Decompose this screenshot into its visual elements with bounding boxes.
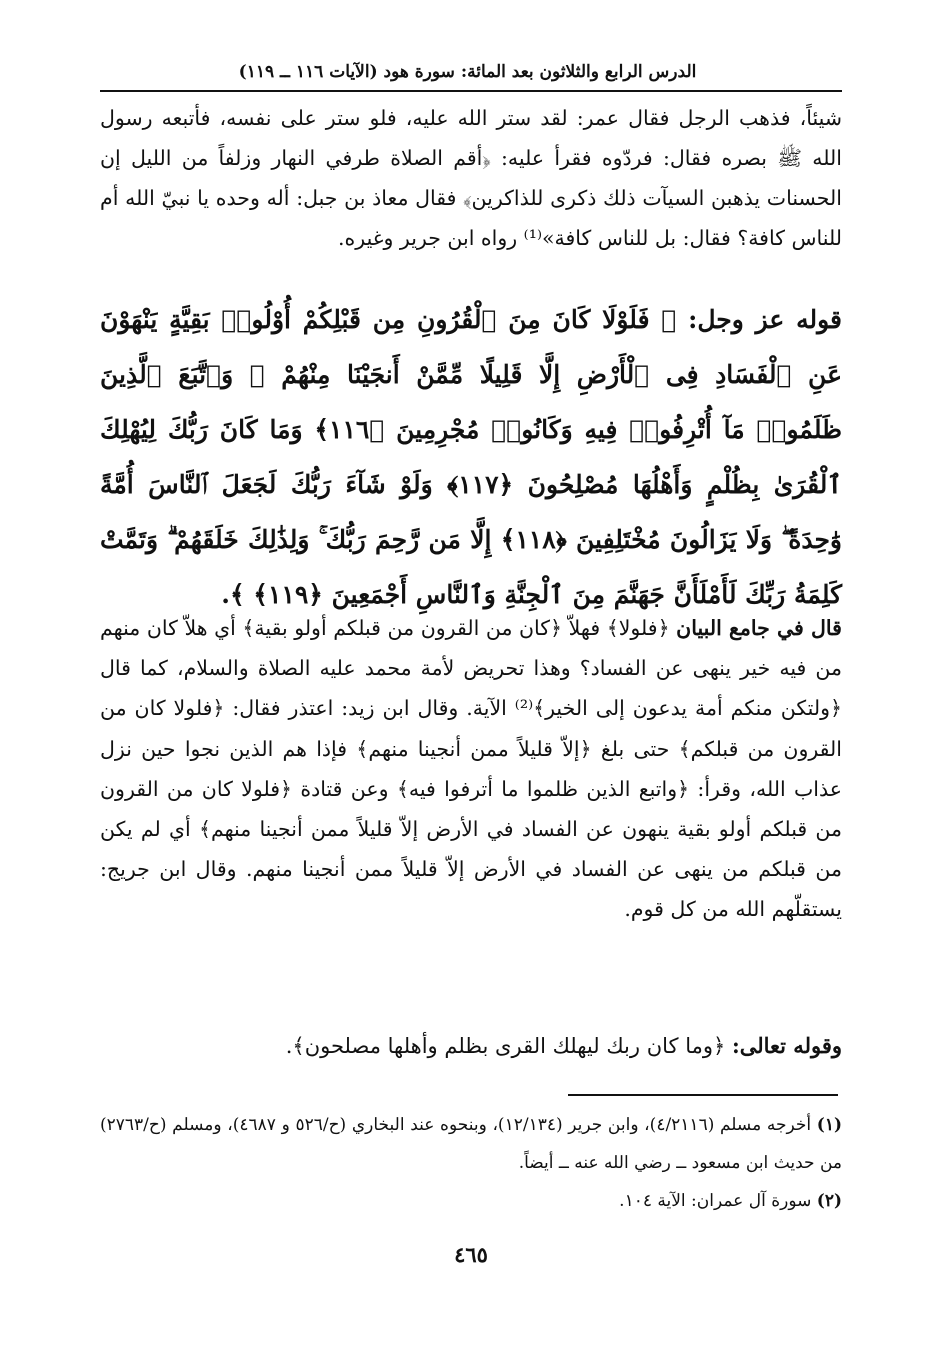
footnotes	[100, 1106, 842, 1220]
closing-paragraph-text	[100, 1026, 842, 1066]
tafsir-lead: قال في جامع البيان	[676, 616, 842, 640]
running-header: الدرس الرابع والثلاثون بعد المائة: سورة هود (الآيات ١١٦ ــ ١١٩)	[238, 62, 697, 82]
quran-verses-paragraph	[100, 292, 842, 622]
footnote-rule	[568, 1094, 838, 1096]
header-rule	[100, 90, 842, 92]
quran-intro: قوله عز وجل:	[688, 305, 842, 334]
tafsir-paragraph-text	[100, 608, 842, 930]
quran-verses-text: ﴿ فَلَوْلَا كَانَ مِنَ ٱلْقُرُونِ مِن قَبْلِكُمْ أُوْلُوا۟ بَقِيَّةٍ يَنْهَوْنَ عَنِ ٱلْفَسَادِ فِى ٱلْأَرْضِ إِلَّا قَلِيلًا مِّمَّنْ أَنجَيْنَا مِنْهُمْ ۗ وَٱتَّبَعَ ٱلَّذِينَ ظَلَمُوا۟ مَآ أُتْرِفُوا۟ فِيهِ وَكَانُوا۟ مُجْرِمِينَ ﴿١١٦﴾ وَمَا كَانَ رَبُّكَ لِيُهْلِكَ ٱلْقُرَىٰ بِظُلْمٍ وَأَهْلُهَا مُصْلِحُونَ ﴿١١٧﴾ وَلَوْ شَآءَ رَبُّكَ لَجَعَلَ ٱلنَّاسَ أُمَّةً وَٰحِدَةً ۖ وَلَا يَزَالُونَ مُخْتَلِفِينَ ﴿١١٨﴾ إِلَّا مَن رَّحِمَ رَبُّكَ ۚ وَلِذَٰلِكَ خَلَقَهُمْ ۗ وَتَمَّتْ كَلِمَةُ رَبِّكَ لَأَمْلَأَنَّ جَهَنَّمَ مِنَ ٱلْجِنَّةِ وَٱلنَّاسِ أَجْمَعِينَ ﴿١١٩﴾ ﴾.	[100, 305, 842, 609]
footnote-text: أخرجه مسلم (٤/٢١١٦)، وابن جرير (١٢/١٣٤)، وبنحوه عند البخاري (ح/٥٢٦ و ٤٦٨٧)، ومسلم (ح/٢٧٦٣) من حديث ابن مسعود ــ رضي الله عنه ــ أيضاً.	[100, 1115, 842, 1173]
footnote-text: سورة آل عمران: الآية ١٠٤.	[619, 1191, 812, 1211]
page-number: ٤٦٥	[454, 1242, 488, 1267]
closing-paragraph	[100, 1026, 842, 1066]
hadith-paragraph	[100, 98, 842, 258]
quran-verses-block	[100, 292, 842, 622]
tafsir-paragraph	[100, 608, 842, 930]
closing-lead: وقوله تعالى:	[731, 1033, 842, 1058]
footnote	[100, 1182, 842, 1220]
closing-body: ﴿وما كان ربك ليهلك القرى بظلم وأهلها مصلحون﴾.	[285, 1034, 732, 1058]
tafsir-body: ﴿فلولا﴾ فهلاّ ﴿كان من القرون من قبلكم أولو بقية﴾ أي هلاّ كان منهم من فيه خير ينهى عن الفساد؟ وهذا تحريض لأمة محمد عليه الصلاة والسلام، كما قال ﴿ولتكن منكم أمة يدعون إلى الخير﴾⁽²⁾ الآية. وقال ابن زيد: اعتذر فقال: ﴿فلولا كان من القرون من قبلكم﴾ حتى بلغ ﴿إلاّ قليلاً ممن أنجينا منهم﴾ فإذا هم الذين نجوا حين نزل عذاب الله، وقرأ: ﴿واتبع الذين ظلموا ما أترفوا فيه﴾ وعن قتادة ﴿فلولا كان من القرون من قبلكم أولو بقية ينهون عن الفساد في الأرض إلاّ قليلاً ممن أنجينا منهم﴾ أي لم يكن من قبلكم من ينهى عن الفساد في الأرض إلاّ قليلاً ممن أنجينا منهم. وقال ابن جريج: يستقلّهم الله من كل قوم.	[100, 616, 842, 922]
footnote	[100, 1106, 842, 1182]
footnote-number: (١)	[816, 1115, 843, 1135]
footnote-number: (٢)	[816, 1191, 842, 1211]
hadith-paragraph-text: شيئاً، فذهب الرجل فقال عمر: لقد ستر الله عليه، فلو ستر على نفسه، فأتبعه رسول الله ﷺ بصره فقال: فردّوه فقرأ عليه: ﴿أقم الصلاة طرفي النهار وزلفاً من الليل إن الحسنات يذهبن السيآت ذلك ذكرى للذاكرين﴾ فقال معاذ بن جبل: أله وحده يا نبيّ الله أم للناس كافة؟ فقال: بل للناس كافة»⁽¹⁾ رواه ابن جرير وغيره.	[100, 106, 842, 250]
